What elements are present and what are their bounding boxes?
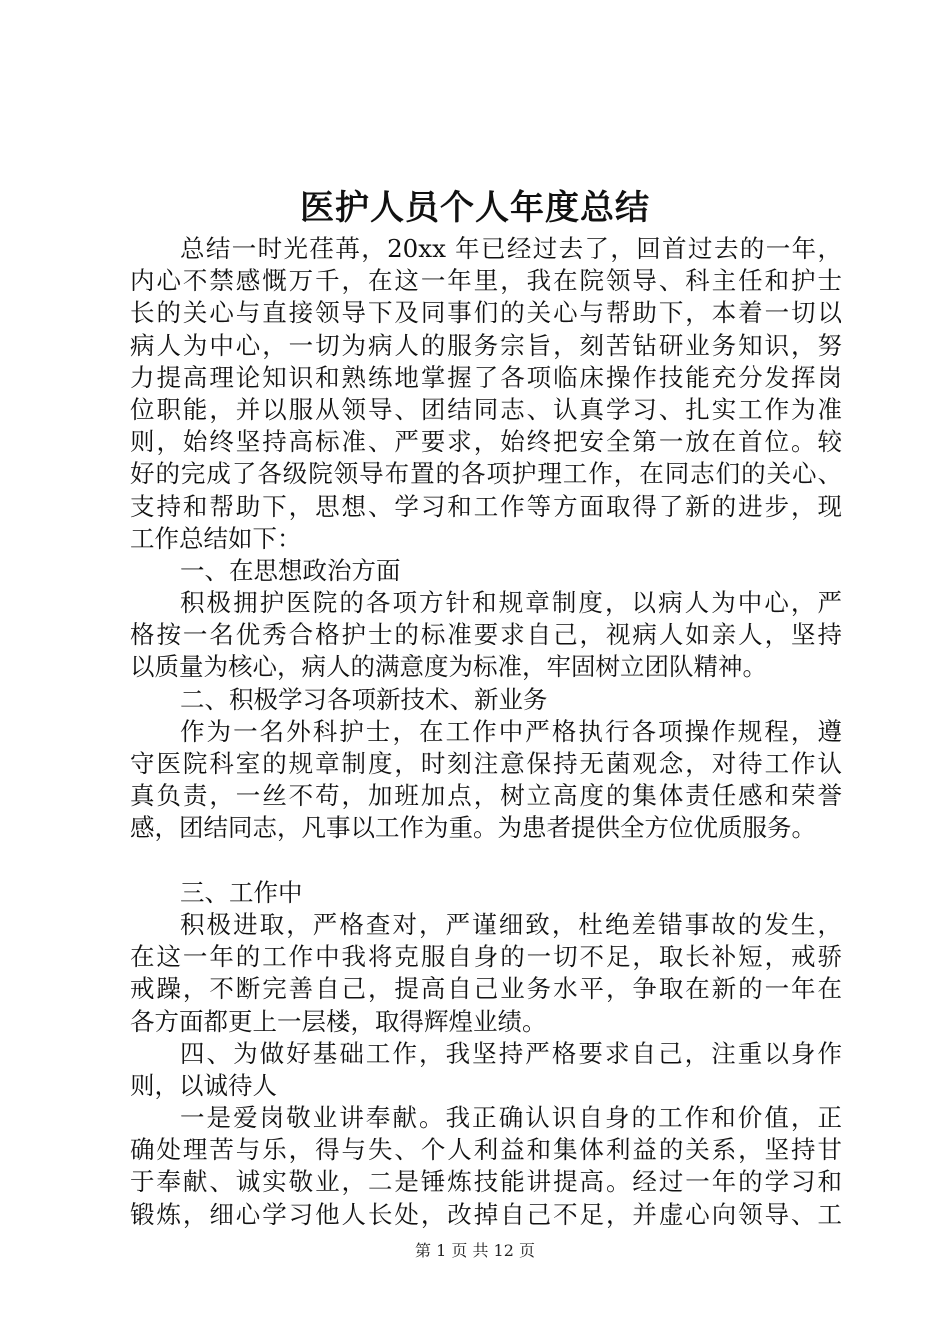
text-line: 守医院科室的规章制度，时刻注意保持无菌观念，对待工作认 (130, 749, 842, 778)
document-title: 医护人员个人年度总结 (300, 188, 650, 228)
text-line: 内心不禁感慨万千，在这一年里，我在院领导、科主任和护士 (130, 266, 842, 296)
section-heading: 四、为做好基础工作，我坚持严格要求自己，注重以身作 (180, 1038, 842, 1068)
section-heading: 三、工作中 (180, 877, 303, 907)
text-line: 长的关心与直接领导下及同事们的关心与帮助下，本着一切以 (130, 298, 842, 328)
document-body (130, 233, 842, 1231)
text-line: 确处理苦与乐，得与失、个人利益和集体利益的关系，坚持甘 (130, 1135, 842, 1165)
text-line: 则，以诚待人 (130, 1070, 277, 1100)
text-line: 力提高理论知识和熟练地掌握了各项临床操作技能充分发挥岗 (130, 362, 842, 392)
text-line: 支持和帮助下，思想、学习和工作等方面取得了新的进步，现 (130, 491, 842, 521)
text-line: 锻炼，细心学习他人长处，改掉自己不足，并虚心向领导、工 (130, 1199, 842, 1229)
text-line: 一是爱岗敬业讲奉献。我正确认识自身的工作和价值，正 (180, 1103, 842, 1133)
text-line: 真负责，一丝不苟，加班加点，树立高度的集体责任感和荣誉 (130, 781, 842, 811)
page-footer: 第 1 页 共 12 页 (415, 1241, 535, 1260)
text-line: 戒躁，不断完善自己，提高自己业务水平，争取在新的一年在 (130, 974, 842, 1004)
text-line: 总结一时光荏苒，20xx 年已经过去了，回首过去的一年， (180, 234, 842, 263)
text-line: 工作总结如下： (130, 523, 302, 553)
blank-line (130, 845, 842, 877)
text-line: 各方面都更上一层楼，取得辉煌业绩。 (130, 1006, 547, 1036)
section-heading: 一、在思想政治方面 (180, 555, 401, 585)
text-line: 感，团结同志，凡事以工作为重。为患者提供全方位优质服务。 (130, 813, 816, 843)
section-heading: 二、积极学习各项新技术、新业务 (180, 684, 548, 714)
text-line: 位职能，并以服从领导、团结同志、认真学习、扎实工作为准 (130, 394, 842, 424)
text-line: 在这一年的工作中我将克服自身的一切不足，取长补短，戒骄 (130, 942, 842, 972)
text-line: 积极进取，严格查对，严谨细致，杜绝差错事故的发生， (180, 909, 842, 939)
text-line: 积极拥护医院的各项方针和规章制度，以病人为中心，严 (180, 588, 842, 618)
text-line: 于奉献、诚实敬业，二是锤炼技能讲提高。经过一年的学习和 (130, 1167, 842, 1197)
text-line: 病人为中心，一切为病人的服务宗旨，刻苦钻研业务知识，努 (130, 330, 842, 360)
text-line: 好的完成了各级院领导布置的各项护理工作，在同志们的关心、 (130, 459, 842, 489)
text-line: 作为一名外科护士，在工作中严格执行各项操作规程，遵 (180, 716, 842, 746)
text-line: 则，始终坚持高标准、严要求，始终把安全第一放在首位。较 (130, 427, 842, 457)
text-line: 以质量为核心，病人的满意度为标准，牢固树立团队精神。 (130, 652, 767, 682)
text-line: 格按一名优秀合格护士的标准要求自己，视病人如亲人，坚持 (130, 620, 842, 650)
